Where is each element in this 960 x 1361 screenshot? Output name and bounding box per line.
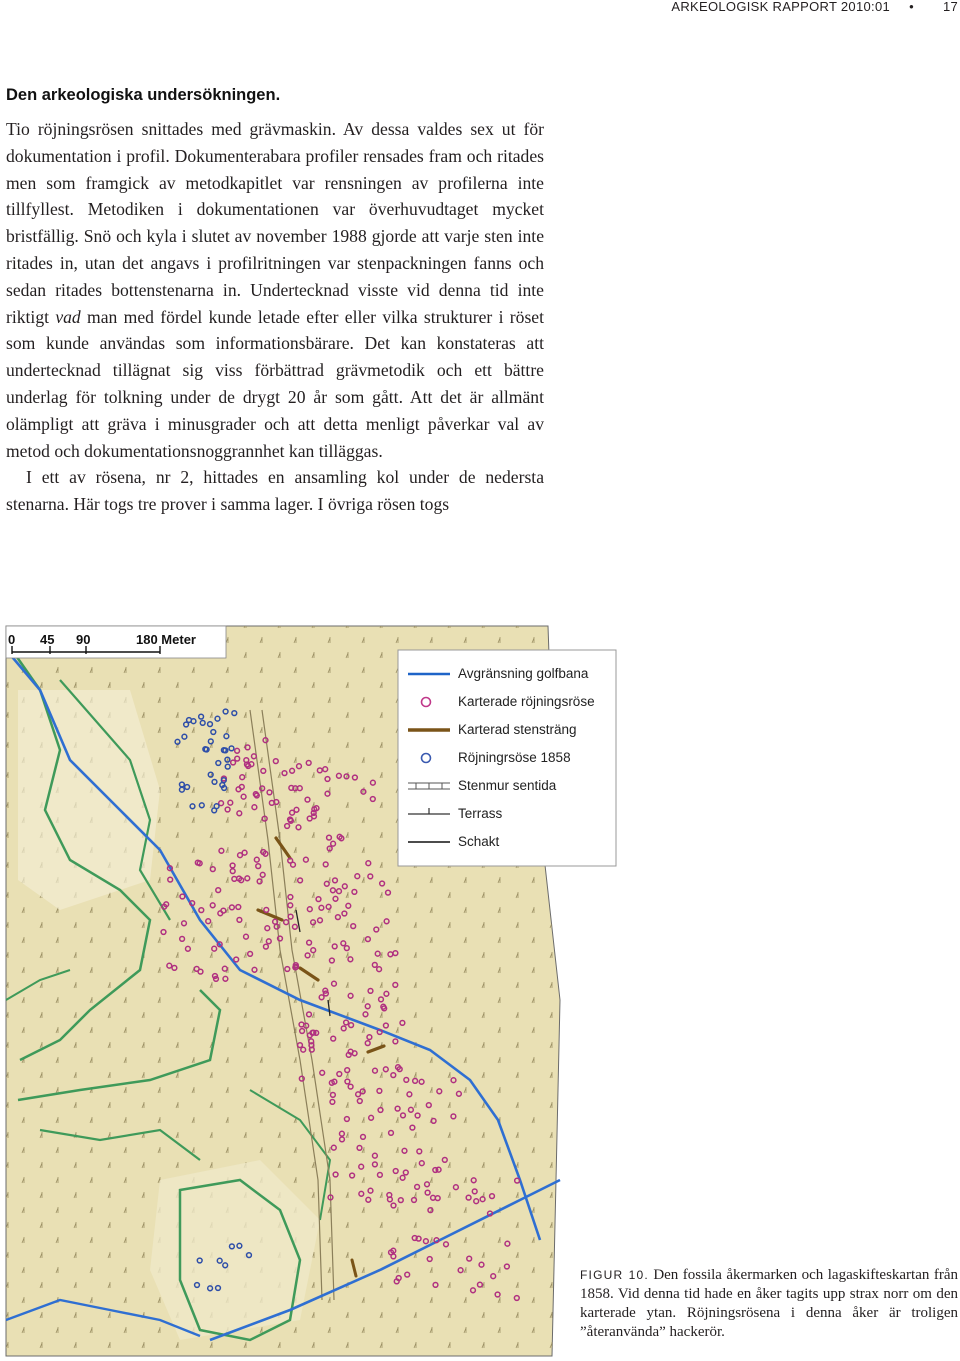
scale-tick-180: 180 Meter bbox=[136, 632, 196, 647]
scale-tick-90: 90 bbox=[76, 632, 91, 647]
paragraph-1 bbox=[6, 116, 544, 464]
legend-label-terrace: Terrass bbox=[458, 806, 503, 821]
section-title: Den arkeologiska undersökningen. bbox=[6, 86, 281, 104]
header-bullet: • bbox=[909, 0, 914, 14]
map-image bbox=[0, 620, 595, 1356]
map-legend bbox=[398, 650, 616, 866]
legend-label-stone-row: Karterad stensträng bbox=[458, 722, 577, 737]
scale-tick-0: 0 bbox=[8, 632, 16, 647]
scale-tick-45: 45 bbox=[40, 632, 55, 647]
emphasis-vad: vad bbox=[55, 306, 81, 327]
legend-label-cairn-1858: Röjningrsöse 1858 bbox=[458, 750, 571, 765]
figure-label: FIGUR 10. bbox=[580, 1268, 649, 1282]
body-text bbox=[6, 116, 544, 518]
figure-caption-text: Den fossila åkermarken och lagaskifteskartan från 1858. Vid denna tid hade en åker tagits upp strax norr om den karterade ytan. Röjningsrösena i denna åker är troligen ”återanvända” hackerör. bbox=[580, 1267, 958, 1340]
legend-label-cairn: Karterade röjningsröse bbox=[458, 694, 595, 709]
legend-label-wall: Stenmur sentida bbox=[458, 778, 557, 793]
page-number: 17 bbox=[942, 0, 958, 14]
field-patch-upper bbox=[18, 690, 160, 910]
paragraph-1-part-2: man med fördel kunde letade efter eller vilka strukturer i röset som kunde användas som informationsbärare. Det kan konstateras att undertecknad tillägnat sig viss förbättrad grävmetodik och ett bättre underlag för tolkning under de drygt 20 år som gått. Att det är allmänt olämpligt att gräva i minusgrader och att detta menligt påverkar val av metod och dokumentationsnoggrannhet kan tilläggas. bbox=[6, 306, 544, 461]
paragraph-1-part-1: Tio röjningsrösen snittades med grävmaskin. Av dessa valdes sex ut för dokumentation i profil. Dokumenterabara profiler rensades fram och ritades men som framgick av metodkapitlet var rensningen av profilerna inte tillfyllest. Metodiken i dokumentationen var överhuvudtaget mycket bristfällig. Snö och kyla i slutet av november 1988 gjorde att varje sten inte ritades in, utan det angavs i profilritningen var stenpackningen fanns och sedan ritades bottenstenarna in. Undertecknad visste vid denna tid inte riktigt bbox=[6, 119, 544, 327]
running-title: ARKEOLOGISK RAPPORT 2010:01 bbox=[671, 0, 890, 14]
figure-map bbox=[0, 620, 595, 1356]
legend-label-schakt: Schakt bbox=[458, 834, 500, 849]
legend-label-golf: Avgränsning golfbana bbox=[458, 666, 589, 681]
figure-caption bbox=[580, 1266, 958, 1342]
paragraph-2: I ett av rösena, nr 2, hittades en ansamling kol under de nedersta stenarna. Här togs tre prover i samma lager. I övriga rösen togs bbox=[6, 467, 544, 515]
